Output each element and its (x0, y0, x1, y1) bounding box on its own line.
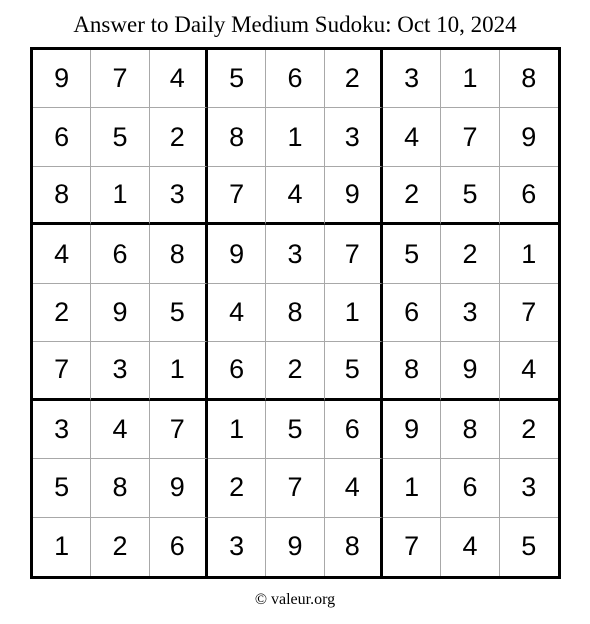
sudoku-cell[interactable]: 8 (33, 167, 91, 225)
sudoku-cell[interactable]: 2 (266, 342, 324, 400)
sudoku-cell[interactable]: 2 (383, 167, 441, 225)
sudoku-cell[interactable]: 9 (325, 167, 383, 225)
sudoku-cell[interactable]: 9 (266, 518, 324, 576)
sudoku-cell[interactable]: 7 (91, 50, 149, 108)
sudoku-cell[interactable]: 9 (383, 401, 441, 459)
sudoku-cell[interactable]: 7 (500, 284, 558, 342)
sudoku-cell[interactable]: 3 (441, 284, 499, 342)
sudoku-cell[interactable]: 6 (500, 167, 558, 225)
sudoku-cell[interactable]: 8 (91, 459, 149, 517)
sudoku-cell[interactable]: 8 (150, 225, 208, 283)
sudoku-cell[interactable]: 2 (33, 284, 91, 342)
sudoku-cell[interactable]: 1 (441, 50, 499, 108)
sudoku-cell[interactable]: 2 (500, 401, 558, 459)
sudoku-cell[interactable]: 7 (266, 459, 324, 517)
sudoku-cell[interactable]: 3 (325, 108, 383, 166)
sudoku-cell[interactable]: 5 (521, 531, 537, 562)
sudoku-cell[interactable]: 9 (91, 284, 149, 342)
sudoku-cell[interactable]: 6 (383, 284, 441, 342)
sudoku-cell[interactable]: 6 (91, 225, 149, 283)
sudoku-cell[interactable]: 2 (325, 50, 383, 108)
sudoku-cell[interactable]: 4 (150, 50, 208, 108)
sudoku-cell[interactable]: 6 (150, 518, 208, 576)
sudoku-cell[interactable]: 7 (441, 108, 499, 166)
sudoku-cell[interactable]: 3 (150, 167, 208, 225)
sudoku-cell[interactable]: 8 (266, 284, 324, 342)
sudoku-cell[interactable]: 1 (325, 284, 383, 342)
sudoku-cell[interactable]: 5 (383, 225, 441, 283)
sudoku-cell[interactable]: 6 (266, 50, 324, 108)
sudoku-cell[interactable]: 7 (150, 401, 208, 459)
sudoku-cell[interactable]: 3 (500, 459, 558, 517)
sudoku-cell[interactable]: 5 (150, 284, 208, 342)
sudoku-cell[interactable]: 5 (441, 167, 499, 225)
sudoku-cell[interactable]: 3 (33, 401, 91, 459)
sudoku-cell[interactable]: 9 (33, 50, 91, 108)
sudoku-cell[interactable]: 8 (441, 401, 499, 459)
sudoku-cell[interactable]: 1 (150, 342, 208, 400)
sudoku-cell[interactable]: 2 (208, 459, 266, 517)
sudoku-cell[interactable]: 1 (383, 459, 441, 517)
sudoku-cell[interactable]: 5 (208, 50, 266, 108)
sudoku-cell[interactable]: 6 (441, 459, 499, 517)
sudoku-cell[interactable]: 9 (208, 225, 266, 283)
sudoku-cell[interactable]: 1 (91, 167, 149, 225)
page-title: Answer to Daily Medium Sudoku: Oct 10, 2024 (73, 12, 517, 37)
sudoku-cell[interactable]: 9 (441, 342, 499, 400)
sudoku-cell[interactable]: 9 (150, 459, 208, 517)
sudoku-cell[interactable]: 4 (33, 225, 91, 283)
sudoku-cell[interactable]: 4 (325, 459, 383, 517)
sudoku-cell[interactable]: 3 (208, 518, 266, 576)
sudoku-cell[interactable]: 3 (266, 225, 324, 283)
sudoku-cell[interactable]: 5 (325, 342, 383, 400)
sudoku-cell[interactable]: 2 (91, 518, 149, 576)
sudoku-cell[interactable]: 6 (33, 108, 91, 166)
sudoku-cell[interactable]: 7 (325, 225, 383, 283)
sudoku-cell[interactable]: 6 (208, 342, 266, 400)
sudoku-cell[interactable]: 4 (383, 108, 441, 166)
sudoku-cell[interactable]: 5 (91, 108, 149, 166)
sudoku-cell[interactable]: 5 (266, 401, 324, 459)
sudoku-cell[interactable]: 8 (383, 342, 441, 400)
sudoku-cell[interactable]: 9 (500, 108, 558, 166)
sudoku-cell[interactable]: 4 (266, 167, 324, 225)
sudoku-cell[interactable]: 4 (500, 342, 558, 400)
sudoku-cell[interactable]: 4 (208, 284, 266, 342)
sudoku-cell[interactable]: 6 (325, 401, 383, 459)
sudoku-cell[interactable]: 1 (500, 225, 558, 283)
sudoku-cell[interactable]: 2 (150, 108, 208, 166)
sudoku-cell[interactable]: 7 (383, 518, 441, 576)
sudoku-cell[interactable]: 8 (500, 50, 558, 108)
sudoku-cell[interactable]: 1 (266, 108, 324, 166)
sudoku-cell[interactable]: 5 (33, 459, 91, 517)
sudoku-cell[interactable]: 8 (208, 108, 266, 166)
sudoku-cell[interactable]: 4 (91, 401, 149, 459)
sudoku-cell[interactable]: 8 (325, 518, 383, 576)
sudoku-cell[interactable]: 3 (383, 50, 441, 108)
sudoku-cell[interactable]: 2 (441, 225, 499, 283)
sudoku-board (30, 47, 561, 579)
sudoku-cell[interactable]: 4 (441, 518, 499, 576)
sudoku-cell[interactable]: 7 (33, 342, 91, 400)
sudoku-cell[interactable]: 1 (208, 401, 266, 459)
copyright-footer: © valeur.org (254, 591, 336, 608)
sudoku-cell[interactable]: 1 (33, 518, 91, 576)
sudoku-cell[interactable]: 7 (208, 167, 266, 225)
sudoku-cell[interactable]: 3 (91, 342, 149, 400)
